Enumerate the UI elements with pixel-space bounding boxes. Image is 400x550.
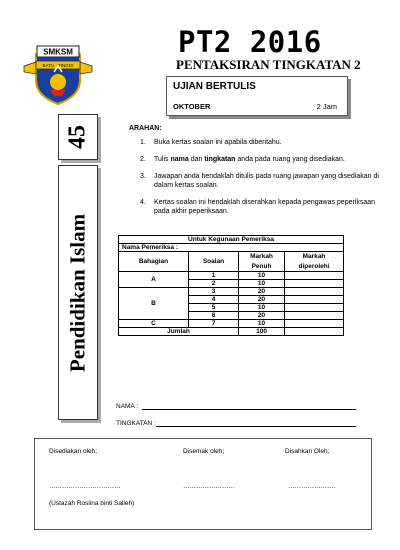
checked-signature-line: …………………… [183,483,235,490]
instructions-list [140,138,380,224]
subject-box [58,165,98,420]
exam-info-box [166,76,348,116]
paper-code: 45 [64,125,91,149]
prepared-signature-line: …………………………… [49,483,121,490]
logo-ribbon-text: BATU · TINGGI [42,63,74,68]
exam-month: OKTOBER [173,102,211,111]
page-title: PT2 2016 [178,25,322,59]
name-field[interactable] [142,409,356,410]
table-row: 2 10 [119,280,344,288]
checked-by-label: Disemak oleh; [183,448,225,455]
header-full-marks-1: Markah [239,252,285,262]
verified-by-label: Disahkan Oleh; [285,448,330,455]
marks-obtained-cell [285,312,344,320]
total-value: 100 [239,328,285,336]
form-field[interactable] [156,426,356,427]
school-logo [22,42,94,106]
table-row: C 7 10 [119,320,344,328]
examiner-marks-table [118,235,344,336]
section-b: B [119,288,189,320]
page-subtitle: PENTAKSIRAN TINGKATAN 2 [176,57,361,72]
table-row: A 1 10 [119,272,344,280]
logo-top-text: SMKSM [43,47,73,57]
instruction-item: 2. Tulis nama dan tingkatan anda pada ruang yang disediakan. [140,156,345,163]
form-label: TINGKATAN : [116,420,156,427]
section-a: A [119,272,189,288]
header-obtained-1: Markah [285,252,344,262]
instruction-item: 3. Jawapan anda hendaklah ditulis pada ruang jawapan yang disediakan di dalam kertas soalan. [140,173,379,189]
header-obtained-2: diperolehi [285,262,344,272]
name-label: NAMA : [116,403,139,410]
marks-obtained-cell [285,272,344,280]
header-section: Bahagian [119,252,189,272]
table-row: B 3 20 [119,288,344,296]
table-title: Untuk Kegunaan Pemeriksa [119,236,344,244]
table-row: 5 10 [119,304,344,312]
marks-obtained-cell [285,320,344,328]
section-c: C [119,320,189,328]
header-full-marks-2: Penuh [239,262,285,272]
table-row: 6 20 [119,312,344,320]
instructions-heading: ARAHAN: [129,125,162,132]
marks-obtained-cell [285,280,344,288]
preparer-name: (Ustazah Roslina binti Salleh) [49,500,135,507]
subject-title: Pendidikan Islam [65,213,90,372]
marks-obtained-cell [285,296,344,304]
total-row [119,328,344,336]
examiner-name-label: Nama Pemeriksa : [119,244,344,252]
exam-name: UJIAN BERTULIS [173,81,256,92]
school-crest-icon [22,42,94,106]
paper-code-box [58,114,98,160]
exam-duration: 2 Jam [316,102,337,111]
prepared-by-label: Disediakan oleh; [49,448,98,455]
marks-obtained-cell [285,288,344,296]
marks-obtained-cell [285,304,344,312]
total-obtained-cell [285,328,344,336]
verified-signature-line: …………………. [288,483,336,490]
signature-box [34,438,372,530]
table-row: 4 20 [119,296,344,304]
instruction-item: 1. Buka kertas soalan ini apabila diberitahu. [140,139,282,146]
total-label: Jumlah [119,328,239,336]
header-question: Soalan [189,252,239,272]
instruction-item: 4. Kertas soalan ini hendaklah diserahkan kepada pengawas peperiksaan pada akhir peperiksaan. [140,199,376,215]
